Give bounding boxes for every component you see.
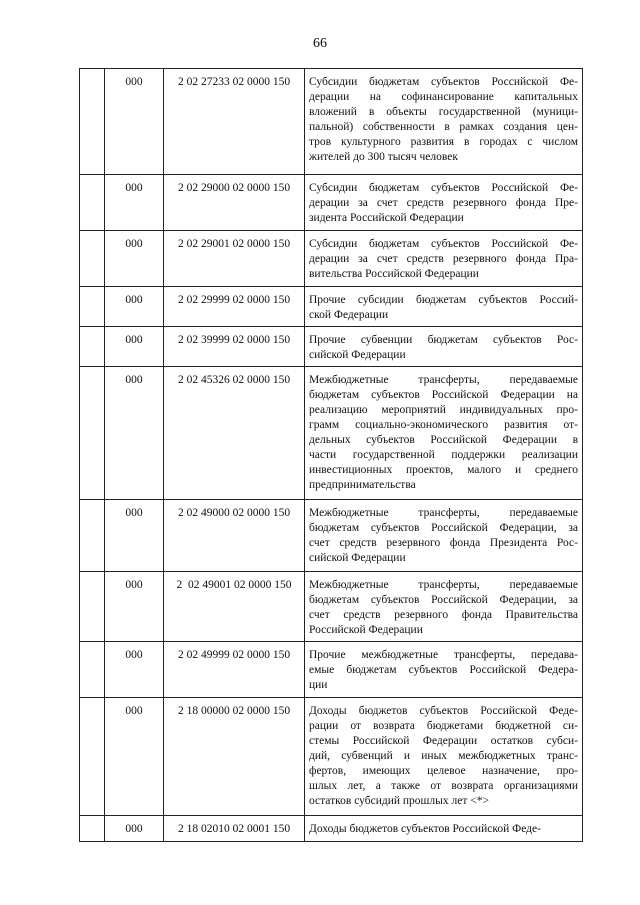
admin-code-cell: 000 <box>105 698 164 816</box>
budget-classification-code-cell: 2 02 27233 02 0000 150 <box>164 69 305 175</box>
description-line: дельных субъектов Российской Федерации в <box>309 434 578 446</box>
empty-cell <box>80 572 105 642</box>
description-line: вложений в объекты государственной (муници- <box>309 106 578 118</box>
description-line: шлых лет, а также от возврата организациями <box>309 780 578 792</box>
revenue-description-cell <box>305 69 583 175</box>
table-row <box>80 69 583 175</box>
description-line: инвестиционных проектов, малого и среднего <box>309 464 578 476</box>
description-line: ской Федерации <box>309 309 389 321</box>
table-row <box>80 231 583 287</box>
admin-code-cell: 000 <box>105 231 164 287</box>
empty-cell <box>80 327 105 367</box>
admin-code-cell: 000 <box>105 572 164 642</box>
revenue-classification-table <box>79 68 583 842</box>
description-line: сийской Федерации <box>309 552 406 564</box>
empty-cell <box>80 698 105 816</box>
description-line: Межбюджетные трансферты, передаваемые <box>309 374 578 386</box>
description-line: Межбюджетные трансферты, передаваемые <box>309 507 578 519</box>
description-line: реализацию мероприятий индивидуальных про- <box>309 404 578 416</box>
description-line: Прочие межбюджетные трансферты, передава- <box>309 649 578 661</box>
description-line: счет средств резервного фонда Правительства <box>309 609 578 621</box>
description-line: стемы Российской Федерации остатков субси- <box>309 735 578 747</box>
table-row <box>80 816 583 842</box>
description-line: Российской Федерации <box>309 624 423 636</box>
empty-cell <box>80 231 105 287</box>
budget-classification-code-cell: 2 18 00000 02 0000 150 <box>164 698 305 816</box>
description-line: Субсидии бюджетам субъектов Российской Фе- <box>309 76 578 88</box>
description-line: дерации за счет средств резервного фонда Пра- <box>309 253 578 265</box>
description-line: Субсидии бюджетам субъектов Российской Фе- <box>309 238 578 250</box>
admin-code-cell: 000 <box>105 816 164 842</box>
description-line: вительства Российской Федерации <box>309 268 479 280</box>
empty-cell <box>80 69 105 175</box>
description-line: части государственной поддержки реализации <box>309 449 578 461</box>
description-line: емые бюджетам субъектов Российской Федера- <box>309 664 578 676</box>
description-line: тров культурного развития в городах с числом <box>309 136 578 148</box>
page-number: 66 <box>313 36 327 51</box>
revenue-description-cell <box>305 327 583 367</box>
description-line: дерации за счет средств резервного фонда Пре- <box>309 197 578 209</box>
description-line: бюджетам субъектов Российской Федерации, за <box>309 522 578 534</box>
budget-classification-code-cell: 2 02 45326 02 0000 150 <box>164 367 305 500</box>
revenue-description-cell <box>305 500 583 572</box>
table-row <box>80 572 583 642</box>
table-row <box>80 500 583 572</box>
empty-cell <box>80 500 105 572</box>
admin-code-cell: 000 <box>105 500 164 572</box>
revenue-description-cell <box>305 287 583 327</box>
description-line: Доходы бюджетов субъектов Российской Феде- <box>309 705 578 717</box>
admin-code-cell: 000 <box>105 642 164 698</box>
empty-cell <box>80 816 105 842</box>
admin-code-cell: 000 <box>105 175 164 231</box>
description-line: Субсидии бюджетам субъектов Российской Фе- <box>309 182 578 194</box>
description-line: пальной) собственности в рамках создания цен- <box>309 121 578 133</box>
description-line: предпринимательства <box>309 479 416 491</box>
table-row <box>80 287 583 327</box>
table-row <box>80 367 583 500</box>
description-line: Прочие субсидии бюджетам субъектов Россий- <box>309 294 578 306</box>
description-line: грамм социально-экономического развития от- <box>309 419 578 431</box>
budget-classification-code-cell: 2 02 29000 02 0000 150 <box>164 175 305 231</box>
table-row <box>80 698 583 816</box>
description-line: Межбюджетные трансферты, передаваемые <box>309 579 578 591</box>
admin-code-cell: 000 <box>105 367 164 500</box>
description-line: рации от возврата бюджетами бюджетной си- <box>309 720 578 732</box>
revenue-description-cell <box>305 367 583 500</box>
description-line: сийской Федерации <box>309 349 406 361</box>
budget-classification-code-cell: 2 18 02010 02 0001 150 <box>164 816 305 842</box>
revenue-description-cell <box>305 572 583 642</box>
admin-code-cell: 000 <box>105 287 164 327</box>
description-line: счет средств резервного фонда Президента Рос- <box>309 537 578 549</box>
budget-classification-code-cell: 2 02 49001 02 0000 150 <box>164 572 305 642</box>
budget-classification-code-cell: 2 02 49000 02 0000 150 <box>164 500 305 572</box>
revenue-description-cell <box>305 816 583 842</box>
budget-classification-code-cell: 2 02 29999 02 0000 150 <box>164 287 305 327</box>
revenue-description-cell <box>305 231 583 287</box>
budget-classification-code-cell: 2 02 39999 02 0000 150 <box>164 327 305 367</box>
description-line: зидента Российской Федерации <box>309 212 464 224</box>
description-line: Доходы бюджетов субъектов Российской Феде- <box>309 823 541 835</box>
description-line: дерации на софинансирование капитальных <box>309 91 578 103</box>
budget-classification-code-cell: 2 02 29001 02 0000 150 <box>164 231 305 287</box>
description-line: фертов, имеющих целевое назначение, про- <box>309 765 578 777</box>
description-line: остатков субсидий прошлых лет <*> <box>309 795 489 807</box>
description-line: жителей до 300 тысяч человек <box>309 151 458 163</box>
table-body <box>80 69 583 842</box>
revenue-description-cell <box>305 175 583 231</box>
table-row <box>80 327 583 367</box>
empty-cell <box>80 175 105 231</box>
description-line: Прочие субвенции бюджетам субъектов Рос- <box>309 334 578 346</box>
description-line: бюджетам субъектов Российской Федерации на <box>309 389 578 401</box>
budget-classification-code-cell: 2 02 49999 02 0000 150 <box>164 642 305 698</box>
empty-cell <box>80 642 105 698</box>
description-line: бюджетам субъектов Российской Федерации, за <box>309 594 578 606</box>
table-row <box>80 642 583 698</box>
empty-cell <box>80 287 105 327</box>
revenue-description-cell <box>305 642 583 698</box>
admin-code-cell: 000 <box>105 327 164 367</box>
description-line: ции <box>309 679 328 691</box>
empty-cell <box>80 367 105 500</box>
admin-code-cell: 000 <box>105 69 164 175</box>
description-line: дий, субвенций и иных межбюджетных транс- <box>309 750 578 762</box>
table-row <box>80 175 583 231</box>
revenue-description-cell <box>305 698 583 816</box>
